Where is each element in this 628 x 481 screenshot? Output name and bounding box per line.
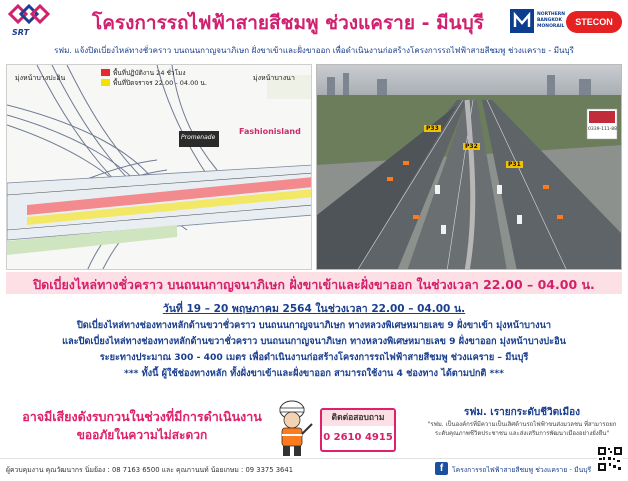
supervisor-contacts: ผู้ควบคุมงาน คุณวัฒนากร นิ่มย้อง : 08 7163 6500 และ คุณกานนท์ น้อยเกษม : 09 3375 3641	[6, 466, 294, 474]
aerial-photo-drawing	[317, 65, 622, 270]
apology-text: ขออภัยในความไม่สะดวก	[76, 428, 208, 442]
contact-box	[320, 408, 396, 452]
footer	[0, 458, 628, 481]
landmark-fashionisland: Fashionisland	[239, 127, 301, 136]
landmark-promenade: Promenade	[181, 134, 216, 141]
legend-label-work-area: พื้นที่ปฏิบัติงาน 24 ชั่วโมง	[113, 69, 186, 77]
detail-line-3: ระยะทางประมาณ 300 - 400 เมตร เพื่อดำเนินงานก่อสร้างโครงการรถไฟฟ้าสายสีชมพู ช่วงแคราย – มีนบุรี	[99, 352, 529, 363]
noise-warning: อาจมีเสียงดังรบกวนในช่วงที่มีการดำเนินงาน	[22, 409, 262, 424]
srt-slogan: รฟม. เรายกระดับชีวิตเมือง	[463, 407, 581, 418]
detail-line-4: *** ทั้งนี้ ผู้ใช้ช่องทางหลัก ทั้งฝั่งขาเข้าและฝั่งขาออก สามารถใช้งาน 4 ช่องทาง ได้ตามปกติ ***	[124, 368, 504, 379]
legend-swatch-yellow	[101, 79, 110, 86]
stecon-logo: STECON	[566, 11, 622, 33]
nbm-logo-icon	[510, 9, 534, 33]
header	[0, 0, 628, 44]
legend-item-work-area	[101, 68, 251, 78]
qr-code-icon[interactable]	[597, 446, 623, 472]
srt-logo	[8, 4, 50, 40]
closure-banner-text: ปิดเบี่ยงไหล่ทางชั่วคราว บนถนนกาญจนาภิเษก ฝั่งขาเข้าและฝั่งขาออก ในช่วงเวลา 22.00 – 04.00 น.	[33, 277, 595, 292]
legend-label-closure: พื้นที่ปิดจราจร 22.00 - 04.00 น.	[113, 79, 207, 87]
pier-marker-p33: P33	[426, 125, 439, 132]
facebook-icon[interactable]: f	[435, 462, 448, 475]
page-title: โครงการรถไฟฟ้าสายสีชมพู ช่วงแคราย - มีนบุรี	[92, 12, 484, 34]
billboard-text: 0339-111-88	[588, 127, 618, 132]
site-map	[6, 64, 312, 270]
pier-marker-p31: P31	[508, 161, 521, 168]
contact-label: ติดต่อสอบถาม	[322, 410, 394, 426]
srt-slogan-sub: "รฟม. เป็นองค์กรที่มีความเป็นเลิศด้านรถไฟฟ้าขนส่งมวลชน ที่สามารถยกระดับคุณภาพชีวิตประชาชน และส่งเสริมการพัฒนาเมืองอย่างยั่งยืน"	[427, 421, 617, 437]
closure-dates: วันที่ 19 – 20 พฤษภาคม 2564 ในช่วงเวลา 22.00 – 04.00 น.	[162, 303, 466, 315]
worker-mascot-icon	[268, 398, 316, 458]
road-map-drawing	[7, 65, 312, 270]
site-photo	[316, 64, 622, 270]
detail-line-2: และปิดเบี่ยงไหล่ทางช่องทางหลักด้านขวาชั่วคราว บนถนนกาญจนาภิเษก ทางหลวงพิเศษหมายเลข 9 ฝั่งขาออก มุ่งหน้าบางปะอิน	[62, 336, 566, 347]
srt-diamond-icon	[8, 4, 50, 28]
facebook-page-link[interactable]: โครงการรถไฟฟ้าสายสีชมพู ช่วงแคราย - มีนบุรี	[452, 466, 592, 474]
notice-text: รฟม. แจ้งปิดเบี่ยงไหล่ทางชั่วคราว บนถนนกาญจนาภิเษก ฝั่งขาเข้าและฝั่งขาออก เพื่อดำเนินงานก่อสร้างโครงการรถไฟฟ้าสายสีชมพู ช่วงแคราย - มีนบุรี	[54, 46, 574, 55]
nbm-logo	[510, 9, 564, 35]
contact-phone[interactable]: 0 2610 4915	[323, 432, 393, 443]
detail-line-1: ปิดเบี่ยงไหล่ทางช่องทางหลักด้านขวาชั่วคราว บนถนนกาญจนาภิเษก ทางหลวงพิเศษหมายเลข 9 ฝั่งขาเข้า มุ่งหน้าบางนา	[76, 320, 552, 331]
pier-marker-p32: P32	[465, 143, 478, 150]
direction-left-label: มุ่งหน้าบางปะอิน	[15, 74, 66, 82]
srt-logo-text: SRT	[12, 28, 30, 37]
map-legend	[101, 68, 251, 88]
direction-right-label: มุ่งหน้าบางนา	[253, 74, 295, 82]
legend-swatch-red	[101, 69, 110, 76]
legend-item-closure	[101, 78, 251, 88]
nbm-logo-text: NORTHERN BANGKOK MONORAIL	[537, 12, 565, 29]
closure-banner	[6, 272, 622, 294]
